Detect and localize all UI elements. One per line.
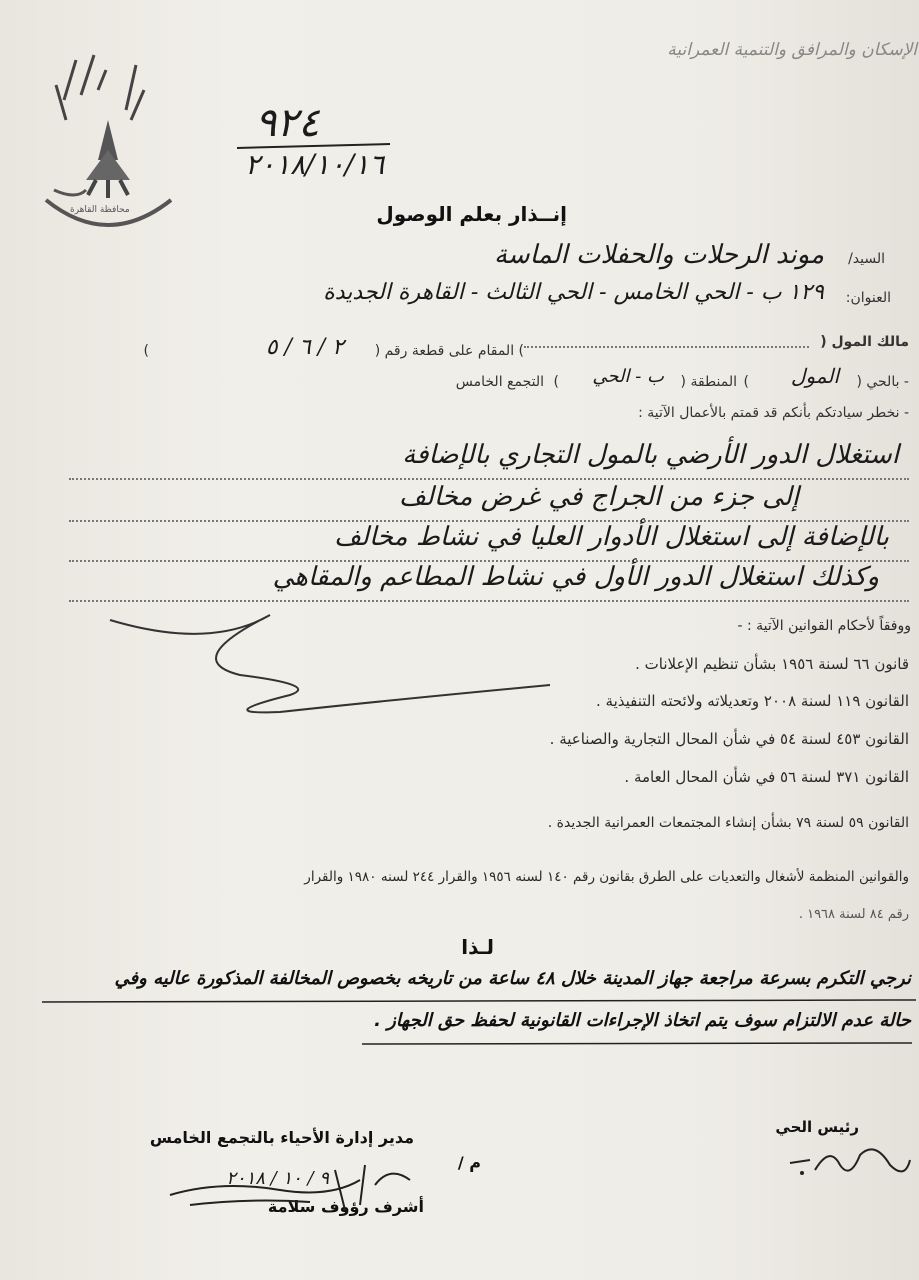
addressee-name: موند الرحلات والحفلات الماسة [493,240,824,270]
violation-line: بالإضافة إلى استغلال الأدوار العليا في نشاط مخالف [334,522,889,552]
district-suffix: التجمع الخامس [455,374,544,390]
law-item: القانون ٥٩ لسنة ٧٩ بشأن إنشاء المجتمعات العمرانية الجديدة . [547,815,909,831]
authority-header: الإسكان والمرافق والتنمية العمرانية [667,40,917,60]
zone-label: المنطقة ( [680,374,737,390]
district-close: ) [743,374,749,390]
document-title: إنــذار بعلم الوصول [376,202,567,226]
closing-line: حالة عدم الالتزام سوف يتم اتخاذ الإجراءات القانونية لحفظ حق الجهاز . [374,1010,911,1031]
therefore-heading: لـذا [461,935,494,959]
address-label: العنوان: [845,290,891,306]
engineer-prefix: م / [457,1153,481,1172]
signature-date: ٩ / ١٠ / ٢٠١٨ [226,1168,329,1189]
law-item: القانون ٤٥٣ لسنة ٥٤ في شأن المحال التجارية والصناعية . [549,730,909,748]
law-item: رقم ٨٤ لسنة ١٩٦٨ . [798,907,909,922]
violation-rule [69,478,909,480]
engineer-signature [160,1150,430,1220]
law-item: القانون ٣٧١ لسنة ٥٦ في شأن المحال العامة . [624,768,909,786]
law-item: القانون ١١٩ لسنة ٢٠٠٨ وتعديلاته ولائحته التنفيذية . [595,692,909,710]
violation-line: إلى جزء من الجراج في غرض مخالف [399,482,799,512]
owner-blank [524,346,809,348]
owner-label: مالك المول ( [820,334,909,350]
address-value: ١٢٩ ب - الحي الخامس - الحي الثالث - القاهرة الجديدة [323,280,824,305]
plot-number: ٢ / ٦ / ٥ [265,335,344,360]
plot-label: ) المقام على قطعة رقم ( [374,343,524,359]
strike-scribble [90,590,570,720]
registration-date: ٢٠١٨/١٠/١٦ [245,148,385,181]
district-head-signature [780,1135,915,1190]
violation-line: وكذلك استغلال الدور الأول في نشاط المطاعم والمقاهي [272,562,879,592]
zone-value: ب - الحي [592,366,664,387]
engineer-name: أشرف رؤوف سلامة [267,1197,424,1216]
violation-line: استغلال الدور الأرضي بالمول التجاري بالإضافة [402,440,899,470]
laws-intro: ووفقاً لأحكام القوانين الآتية : - [737,618,911,634]
fifth-settlement-director-title: مدير إدارة الأحياء بالتجمع الخامس [149,1128,414,1147]
district-head-title: رئيس الحي [775,1118,859,1136]
zone-close: ) [553,374,559,390]
addressee-label: السيد/ [848,251,885,267]
law-item: قانون ٦٦ لسنة ١٩٥٦ بشأن تنظيم الإعلانات . [635,655,909,673]
law-item: والقوانين المنظمة لأشغال والتعديات على الطرق بقانون رقم ١٤٠ لسنه ١٩٥٦ والقرار ٢٤٤ لسنه ١٩٨٠ والقرار [304,869,909,885]
notice-intro: - نخطر سيادتكم بأنكم قد قمتم بالأعمال الآتية : [638,405,909,421]
closing-line: نرجي التكرم بسرعة مراجعة جهاز المدينة خلال ٤٨ ساعة من تاريخه بخصوص المخالفة المذكورة عاليه وفي [114,968,911,989]
plot-close: ) [143,343,149,359]
district-prefix: - بالحي ( [856,374,909,390]
closing-underline [40,998,919,1006]
district-value: المول [790,364,839,388]
emblem-caption: محافظة القاهرة [70,205,130,215]
closing-underline [360,1040,915,1048]
registration-number: ٩٢٤ [255,100,320,146]
